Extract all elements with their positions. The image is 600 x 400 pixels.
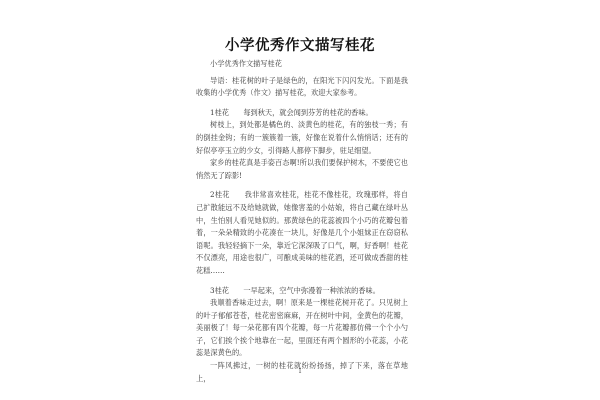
body-paragraph: 一阵风拂过，一树的桂花就纷纷扬扬，掉了下来，落在草地上， <box>196 361 408 383</box>
article-subtitle: 小学优秀作文描写桂花 <box>210 59 282 68</box>
body-paragraph: 树枝上，到处都是橘色的、淡黄色的桂花，有的独枝一秀；有的倒挂金钩；有的一簇簇着一簇，好像在说着什么悄悄话；还有的好似亭亭玉立的少女，引得路人都停下脚步，驻足细望。 <box>196 120 408 155</box>
paragraph-gap <box>196 100 408 107</box>
paragraph-gap <box>196 278 408 285</box>
section-heading-1: 1桂花 每到秋天，就会闻到芬芳的桂花的香味。 <box>210 107 373 117</box>
body-paragraph: 我顺着香味走过去，啊！原来是一棵桂花树开花了。只见树上的叶子郁郁苍苍，桂花密密麻麻，开在树叶中间，金黄色的花瓣，美丽极了！每一朵花都有四个花瓣，每一片花瓣都仿佛一个个小勺子，它们挨个挨个地靠在一起，里面还有两个圆形的小花蕊，小花蕊是深黄色的。 <box>196 298 408 358</box>
paragraph-gap <box>196 182 408 189</box>
page-number: 1 <box>298 368 302 375</box>
section-heading-2: 2桂花 我非常喜欢桂花，桂花不像桂花，玫瑰那样，将自己扩散能远不及给她就做，她像害羞的小姑娘，将自己藏在绿叶丛中，生怕别人看见她似的。那黄绿色的花蕊被四个小巧的花瓣包着着，一朵朵精致的小花凑在一块儿，好像是几个小姐妹正在窃窃私语呢。我轻轻摘下一朵，靠近它深深吸了口气，啊，好香啊！桂花不仅漂亮，用途也很广，可酿成美味的桂花酒，还可做成香甜的桂花糕…… <box>196 190 408 275</box>
intro-paragraph: 导语：桂花树的叶子是绿色的，在阳光下闪闪发光。下面是我收集的小学优秀（作文）描写桂花，欢迎大家参考。 <box>196 75 408 98</box>
section-heading-3: 3桂花 一早起来，空气中弥漫着一种浓浓的香味。 <box>210 285 380 295</box>
article-body <box>196 58 408 385</box>
page-title: 小学优秀作文描写桂花 <box>225 37 375 54</box>
body-paragraph: 家乡的桂花真是手姿百态啊!所以我们要保护树木，不要使它也悄然无了踪影! <box>196 158 408 180</box>
